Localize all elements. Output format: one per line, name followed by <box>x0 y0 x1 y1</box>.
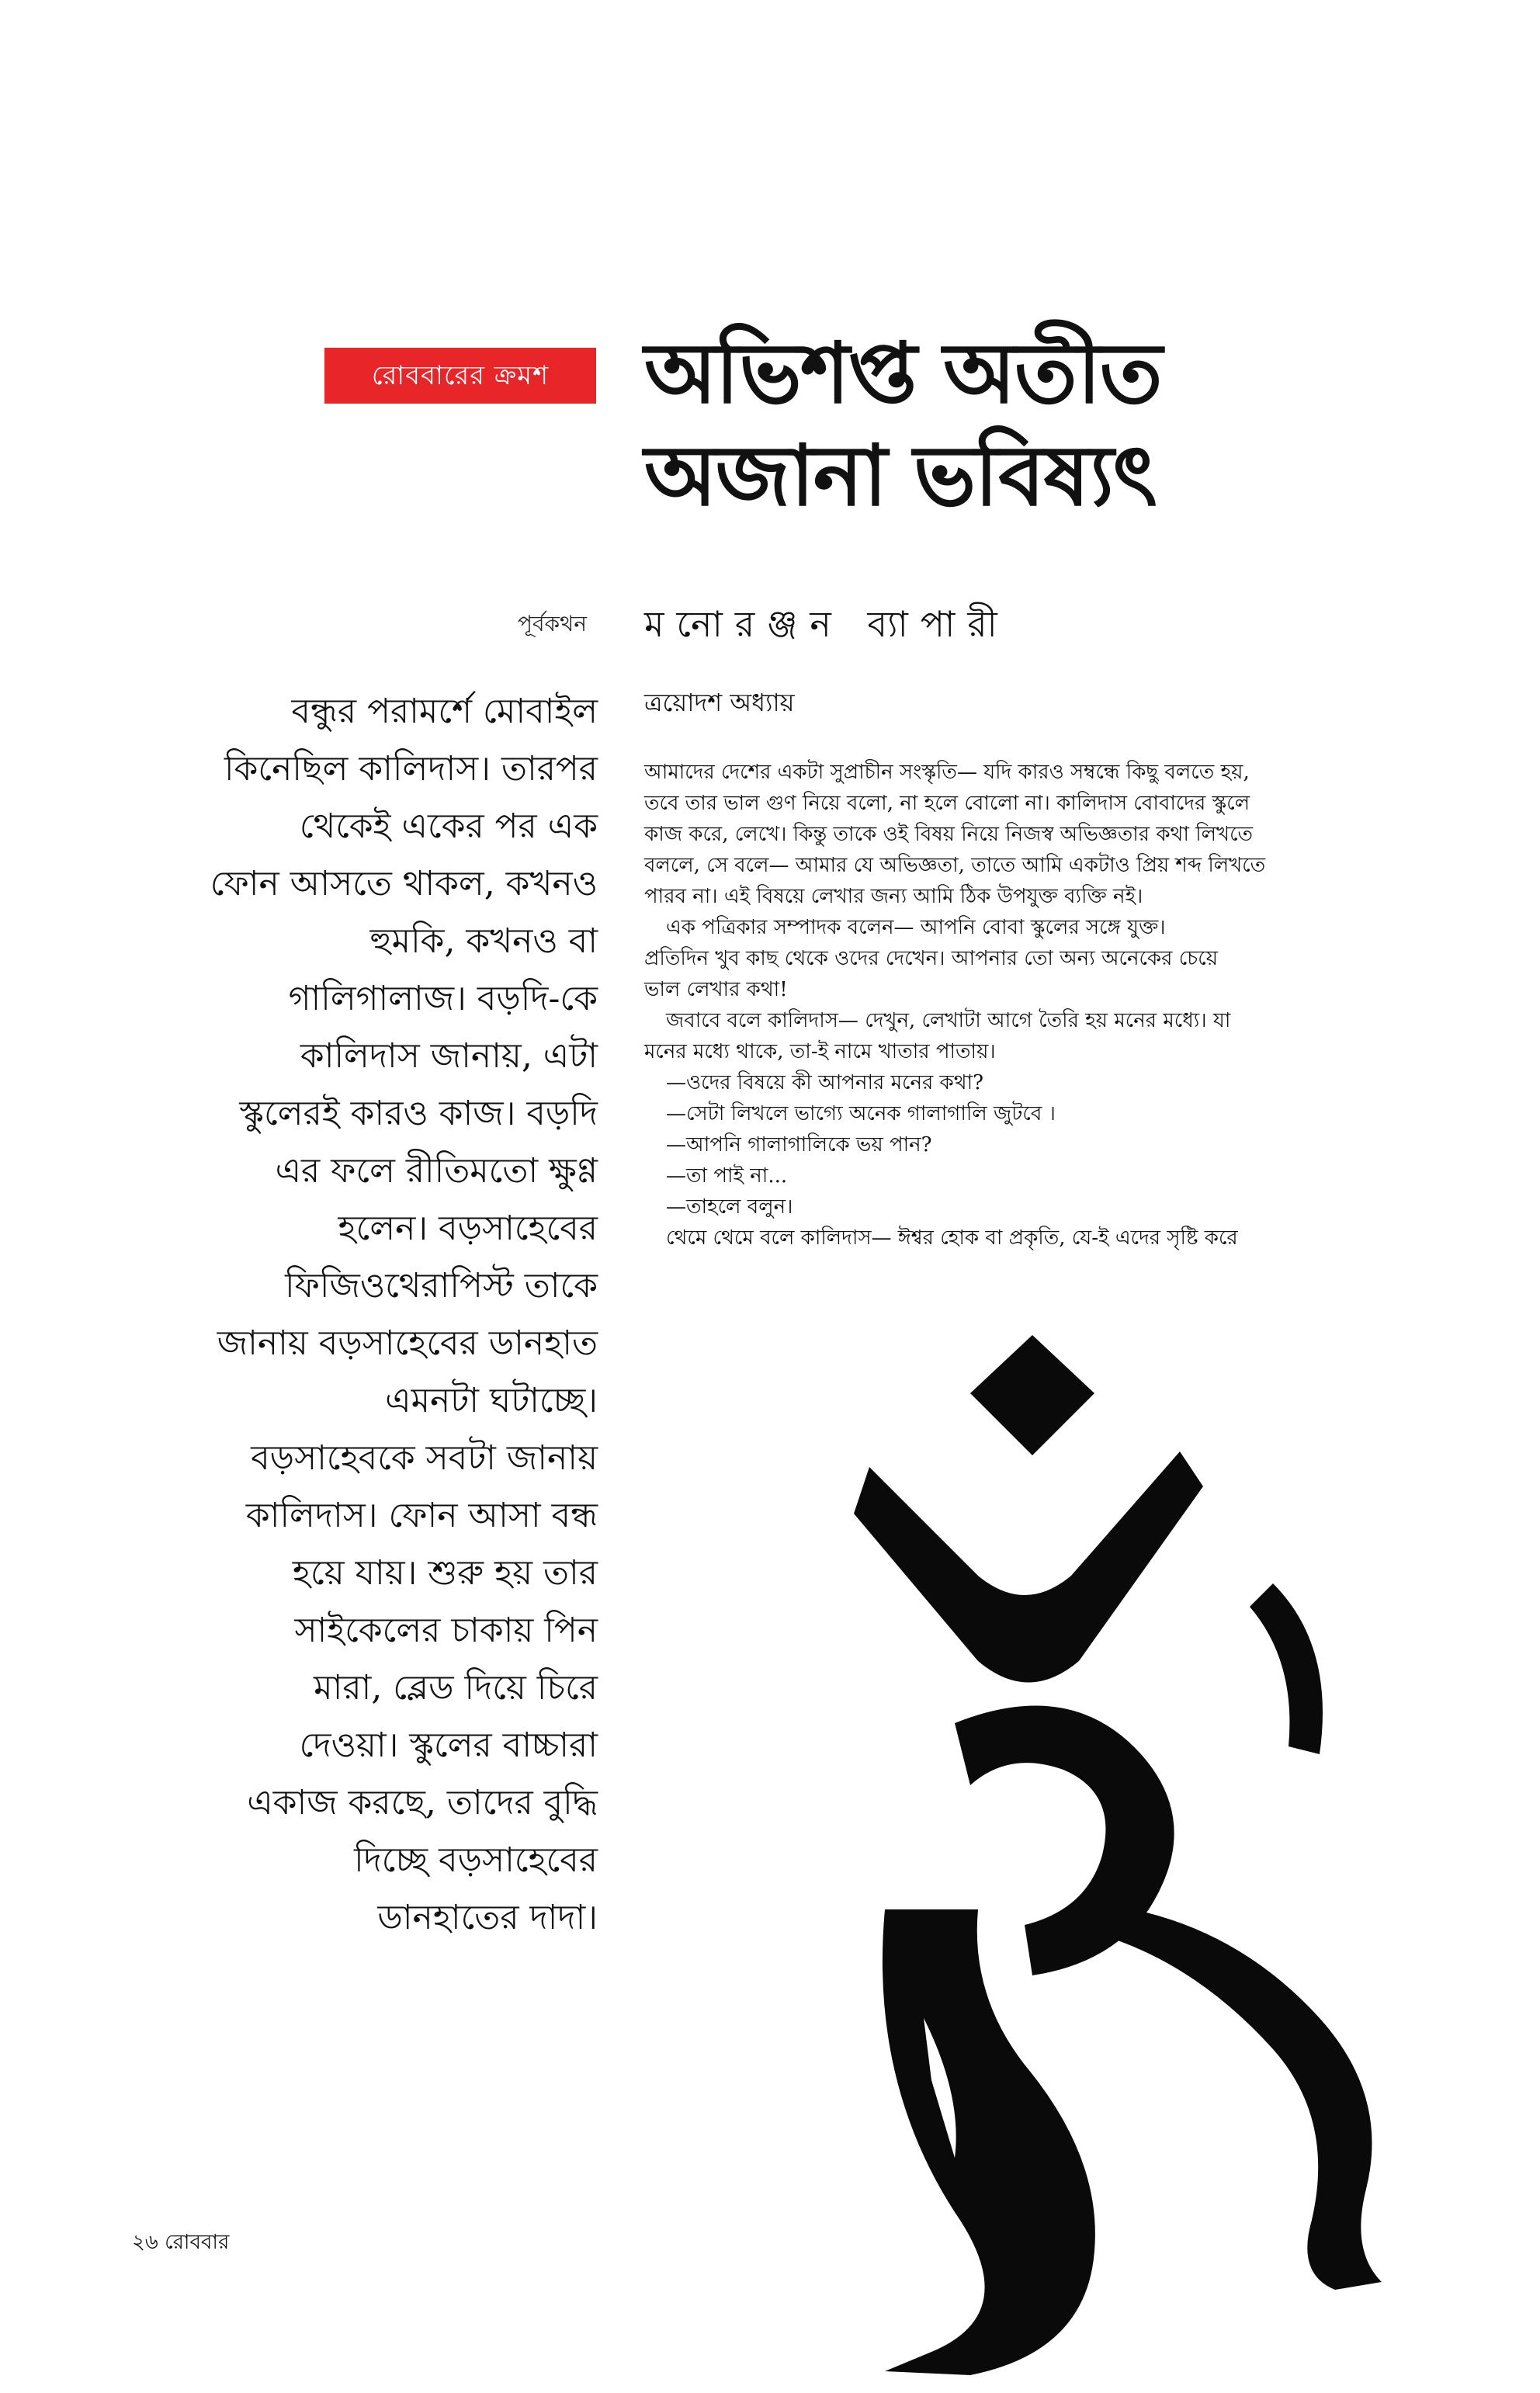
recap-line: জানায় বড়সাহেবের ডানহাত <box>217 1323 598 1363</box>
article-title <box>644 322 1467 527</box>
title-line: অজানা ভবিষ্যৎ <box>644 427 1156 525</box>
recap-line: কালিদাস। ফোন আসা বন্ধ <box>245 1496 598 1535</box>
brush-tail <box>1118 1909 1382 2290</box>
recap-line: কালিদাস জানায়, এটা <box>300 1036 598 1076</box>
brush-diamond <box>970 1335 1094 1455</box>
body-line: পারব না। এই বিষয়ে লেখার জন্য আমি ঠিক উপযুক্ত ব্যক্তি নই। <box>644 885 1143 908</box>
body-line: —ওদের বিষয়ে কী আপনার মনের কথা? <box>666 1071 984 1094</box>
recap-line: বন্ধুর পরামর্শে মোবাইল <box>291 692 598 731</box>
article-body <box>644 757 1420 1254</box>
recap-line: হয়ে যায়। শুরু হয় তার <box>292 1553 598 1593</box>
recap-column <box>116 683 598 1947</box>
recap-line: এমনটা ঘটাচ্ছে। <box>385 1381 598 1420</box>
recap-line: গালিগালাজ। বড়দি-কে <box>288 979 598 1018</box>
body-line: ভাল লেখার কথা! <box>644 978 788 1001</box>
section-tag: রোববারের ক্রমশ <box>324 348 596 404</box>
recap-line: হুমকি, কখনও বা <box>369 921 598 961</box>
body-line: —তাহলে বলুন। <box>666 1195 793 1219</box>
om-illustration <box>838 1320 1444 2383</box>
page-footer: ২৬ রোববার <box>132 2231 230 2254</box>
body-line: থেমে থেমে বলে কালিদাস— ঈশ্বর হোক বা প্রকৃতি, যে-ই এদের সৃষ্টি করে <box>666 1226 1238 1250</box>
body-line: এক পত্রিকার সম্পাদক বলেন— আপনি বোবা স্কুলের সঙ্গে যুক্ত। <box>666 916 1166 939</box>
author-byline: মনোরঞ্জন ব্যাপারী <box>644 603 1010 645</box>
brush-chevron <box>854 1451 1203 1683</box>
recap-line: ডানহাতের দাদা। <box>377 1898 598 1937</box>
recap-line: বড়সাহেবকে সবটা জানায় <box>251 1438 598 1478</box>
brush-stroke-small <box>1250 1583 1323 1754</box>
recap-line: সাইকেলের চাকায় পিন <box>294 1611 598 1650</box>
recap-line: দিচ্ছে বড়সাহেবের <box>354 1840 598 1880</box>
recap-line: স্কুলেরই কারও কাজ। বড়দি <box>239 1094 598 1133</box>
recap-label: পূর্বকথন <box>517 611 587 636</box>
recap-line: এর ফলে রীতিমতো ক্ষুণ্ণ <box>275 1151 598 1191</box>
body-line: —আপনি গালাগালিকে ভয় পান? <box>666 1133 932 1157</box>
body-line: মনের মধ্যে থাকে, তা-ই নামে খাতার পাতায়। <box>644 1040 996 1063</box>
body-line: —সেটা লিখলে ভাগ্যে অনেক গালাগালি জুটবে । <box>666 1102 1056 1125</box>
body-line: আমাদের দেশের একটা সুপ্রাচীন সংস্কৃতি— যদি কারও সম্বন্ধে কিছু বলতে হয়, <box>644 761 1250 784</box>
recap-line: ফিজিওথেরাপিস্ট তাকে <box>285 1266 598 1306</box>
body-line: তবে তার ভাল গুণ নিয়ে বলো, না হলে বোলো না। কালিদাস বোবাদের স্কুলে <box>644 792 1250 815</box>
recap-line: কিনেছিল কালিদাস। তারপর <box>224 749 598 789</box>
recap-line: মারা, ব্লেড দিয়ে চিরে <box>314 1668 598 1708</box>
recap-line: ফোন আসতে থাকল, কখনও <box>210 864 598 903</box>
title-line: অভিশপ্ত অতীত <box>644 324 1161 422</box>
body-line: জবাবে বলে কালিদাস— দেখুন, লেখাটা আগে তৈরি হয় মনের মধ্যে। যা <box>666 1009 1231 1032</box>
body-line: বললে, সে বলে— আমার যে অভিজ্ঞতা, তাতে আমি একটাও প্রিয় শব্দ লিখতে <box>644 854 1266 877</box>
recap-line: একাজ করছে, তাদের বুদ্ধি <box>247 1783 598 1822</box>
recap-line: থেকেই একের পর এক <box>299 806 598 846</box>
body-line: কাজ করে, লেখে। কিন্তু তাকে ওই বিষয় নিয়ে নিজস্ব অভিজ্ঞতার কথা লিখতে <box>644 823 1254 846</box>
recap-line: হলেন। বড়সাহেবের <box>338 1209 598 1248</box>
chapter-heading: ত্রয়োদশ অধ্যায় <box>644 688 795 717</box>
body-line: —তা পাই না... <box>666 1164 788 1188</box>
brush-bowl <box>883 1909 1095 2375</box>
body-line: প্রতিদিন খুব কাছ থেকে ওদের দেখেন। আপনার তো অন্য অনেকের চেয়ে <box>644 947 1219 970</box>
recap-line: দেওয়া। স্কুলের বাচ্চারা <box>299 1725 598 1765</box>
